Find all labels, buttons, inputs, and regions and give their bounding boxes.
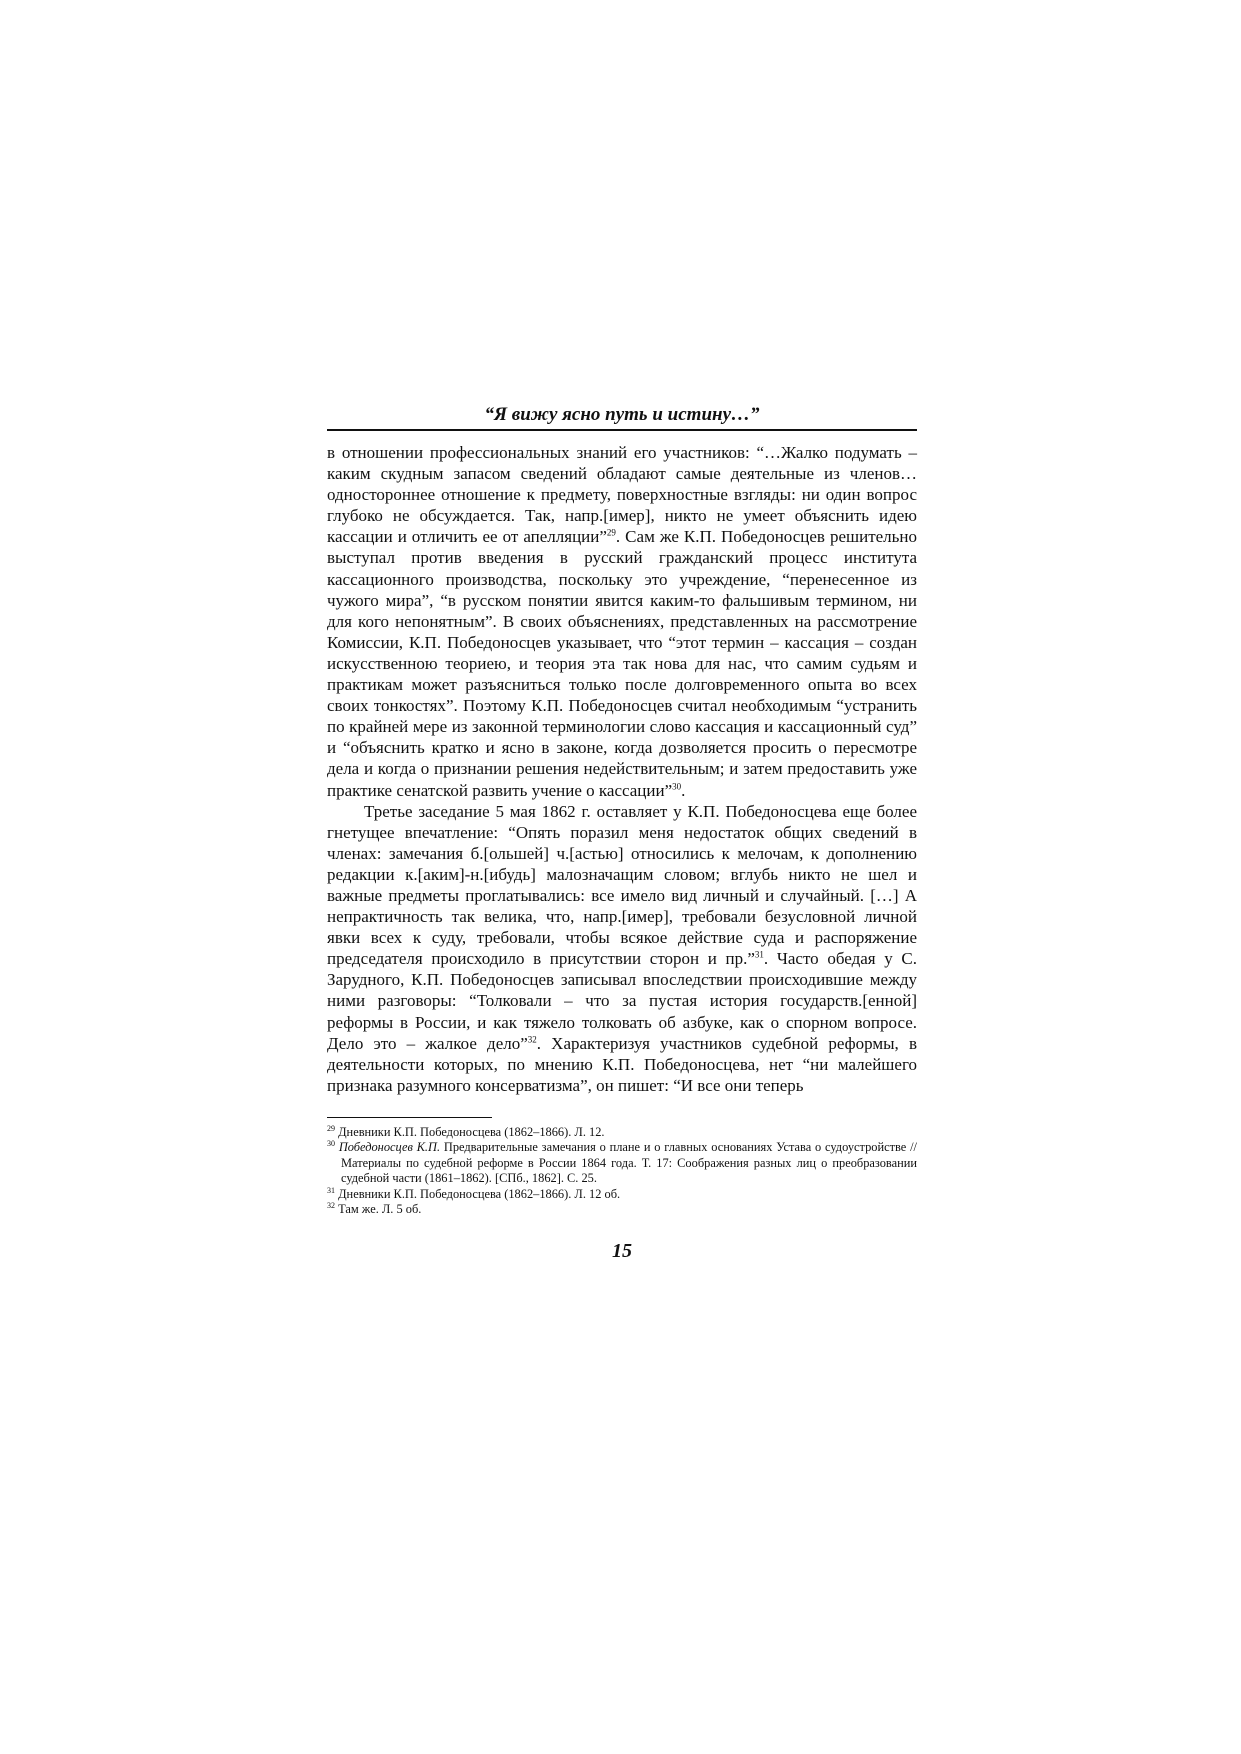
footnote-ref-30: 30 <box>672 780 682 791</box>
footnote-text: Предварительные замечания о плане и о главных основаниях Устава о судоустройстве // Материалы по судебной реформе в России 1864 года. Т. 17: Соображения разных лиц о преобразовании судебной части (1861–1862). [СПб., 1862]. С. 25. <box>341 1140 917 1186</box>
footnote-ref-31: 31 <box>754 949 764 960</box>
paragraph-1 <box>327 442 917 801</box>
paragraph-1-part-b: . Сам же К.П. Победоносцев решительно выступал против введения в русский гражданский процесс института кассационного производства, поскольку это учреждение, “перенесенное из чужого мира”, “в русском понятии явится каким-то фальшивым термином, ни для кого непонятным”. В своих объяснениях, представленных на рассмотрение Комиссии, К.П. Победоносцев указывает, что “этот термин – кассация – создан искусственною теориею, и теория эта так нова для нас, что самим судьям и практикам может разъясниться только после долговременного опыта во всех своих тонкостях”. Поэтому К.П. Победоносцев считал необходимым “устранить по крайней мере из законной терминологии слово кассация и кассационный суд” и “объяснить кратко и ясно в законе, когда дозволяется просить о пересмотре дела и когда о признании решения недействительным; и затем предоставить уже практике сенатской развить учение о кассации” <box>327 527 918 800</box>
footnote-number: 30 <box>327 1139 335 1149</box>
main-text <box>327 442 917 1096</box>
footnote-number: 31 <box>327 1185 335 1195</box>
footnote-text: Дневники К.П. Победоносцева (1862–1866). Л. 12 об. <box>338 1186 621 1201</box>
paragraph-2 <box>327 801 917 1096</box>
page-number: 15 <box>612 1239 632 1262</box>
footnote-number: 29 <box>327 1123 335 1133</box>
footnote-ref-32: 32 <box>527 1033 537 1044</box>
footnote-text: Там же. Л. 5 об. <box>338 1202 422 1217</box>
footnote-number: 32 <box>327 1201 335 1211</box>
footnote-text: Дневники К.П. Победоносцева (1862–1866). Л. 12. <box>338 1124 605 1139</box>
footnote-31 <box>327 1187 917 1203</box>
footnote-30 <box>327 1140 917 1187</box>
paragraph-2-part-a: Третье заседание 5 мая 1862 г. оставляет у К.П. Победоносцева еще более гнетущее впечатление: “Опять поразил меня недостаток общих сведений в членах: замечания б.[ольшей] ч.[астью] относились к мелочам, к дополнению редакции к.[аким]-н.[ибудь] малозначащим словом; вглубь никто не шел и важные предметы проглатывались: все имело вид личный и случайный. […] А непрактичность так велика, что, напр.[имер], требовали безусловной личной явки всех к суду, требовали, чтобы всякое действие суда и распоряжение председателя происходило в присутствии сторон и пр.” <box>327 801 917 969</box>
footnote-29 <box>327 1125 917 1141</box>
running-head: “Я вижу ясно путь и истину…” <box>484 404 760 425</box>
paragraph-2-part-c: . Характеризуя участников судебной реформы, в деятельности которых, по мнению К.П. Победоносцева, нет “ни малейшего признака разумного консерватизма”, он пишет: “И все они теперь <box>327 1033 917 1095</box>
book-page <box>327 404 917 1263</box>
footnote-32 <box>327 1202 917 1218</box>
paragraph-1-part-a: в отношении профессиональных знаний его участников: “…Жалко подумать – каким скудным запасом сведений обладают самые деятельные из членов… одностороннее отношение к предмету, поверхностные взгляды: ни один вопрос глубоко не обсуждается. Так, напр.[имер], никто не умеет объяснить идею кассации и отличить ее от апелляции” <box>327 443 917 547</box>
footnote-ref-29: 29 <box>606 527 616 538</box>
header-rule <box>327 429 917 431</box>
paragraph-1-part-c: . <box>681 780 686 800</box>
footnotes <box>327 1125 917 1218</box>
paragraph-2-part-b: . Часто обедая у С. Зарудного, К.П. Победоносцев записывал впоследствии происходившие между ними разговоры: “Толковали – что за пустая история государств.[енной] реформы в России, и как тяжело толковать об азбуке, как о спорном вопросе. Дело это – жалкое дело” <box>327 949 917 1053</box>
footnote-rule <box>327 1117 492 1118</box>
footnote-author: Победоносцев К.П. <box>338 1140 441 1155</box>
